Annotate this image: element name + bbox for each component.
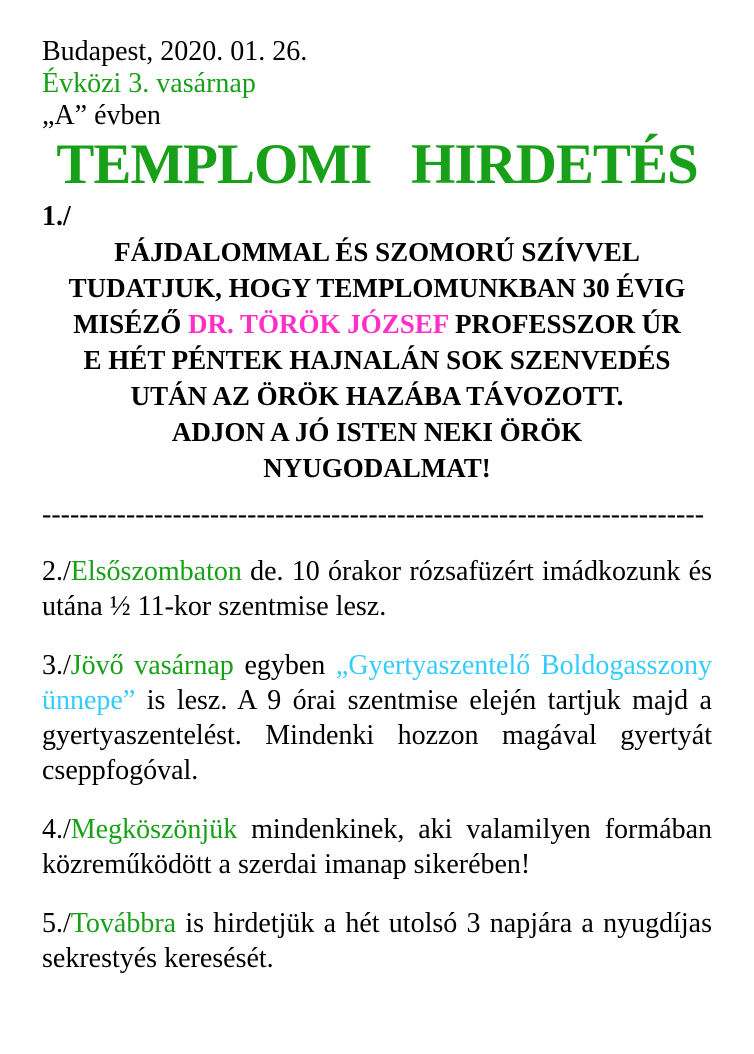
liturgical-day: Évközi 3. vasárnap	[42, 68, 256, 99]
text-segment: egyben	[233, 650, 336, 681]
text-segment: TUDATJUK, HOGY TEMPLOMUNKBAN 30 ÉVIG	[68, 273, 686, 303]
text-line	[42, 683, 712, 718]
announcement-paragraph	[42, 648, 712, 788]
announcement-1-number: 1./	[42, 201, 71, 232]
magenta-text-segment: DR. TÖRÖK JÓZSEF	[187, 309, 449, 339]
text-segment: utána ½ 11-kor szentmise lesz.	[42, 591, 387, 622]
text-line	[42, 378, 712, 414]
year-cycle: „A” évben	[42, 100, 161, 131]
text-segment: gyertyaszentelést. Mindenki hozzon magával gyertyát	[42, 720, 712, 751]
text-segment: FÁJDALOMMAL ÉS SZOMORÚ SZÍVVEL	[114, 237, 640, 267]
green-text-segment: Elsőszombaton	[70, 556, 242, 587]
text-line	[42, 306, 712, 342]
text-segment: UTÁN AZ ÖRÖK HAZÁBA TÁVOZOTT.	[130, 381, 624, 411]
text-segment: 3./	[42, 650, 71, 681]
text-line	[42, 342, 712, 378]
green-text-segment: Jövő vasárnap	[70, 650, 234, 681]
text-line	[42, 648, 712, 683]
announcement-paragraph	[42, 812, 712, 882]
text-line	[42, 941, 712, 976]
cyan-text-segment: ünnepe”	[42, 685, 136, 716]
text-line	[42, 234, 712, 270]
announcements-list	[42, 554, 712, 976]
date-line: Budapest, 2020. 01. 26.	[42, 36, 308, 67]
text-segment: E HÉT PÉNTEK HAJNALÁN SOK SZENVEDÉS	[83, 345, 671, 375]
text-line	[42, 906, 712, 941]
text-segment: MISÉZŐ	[73, 309, 188, 339]
text-segment: sekrestyés keresését.	[42, 943, 274, 974]
text-segment: 5./	[42, 908, 71, 939]
text-line	[42, 812, 712, 847]
text-segment: ADJON A JÓ ISTEN NEKI ÖRÖK	[171, 417, 583, 447]
text-line	[42, 450, 712, 486]
text-segment: mindenkinek, aki valamilyen formában	[237, 814, 712, 845]
text-segment: de. 10 órakor rózsafüzért imádkozunk és	[241, 556, 712, 587]
text-line	[42, 554, 712, 589]
text-segment: közreműködött a szerdai imanap sikerében!	[42, 849, 531, 880]
text-segment: is lesz. A 9 órai szentmise elején tartjuk majd a	[135, 685, 712, 716]
text-segment: 4./	[42, 814, 71, 845]
text-segment: NYUGODALMAT!	[263, 453, 491, 483]
announcement-paragraph	[42, 554, 712, 624]
text-line	[42, 414, 712, 450]
text-segment: is hirdetjük a hét utolsó 3 napjára a nyugdíjas	[176, 908, 712, 939]
cyan-text-segment: „Gyertyaszentelő Boldogasszony	[335, 650, 712, 681]
text-segment: PROFESSZOR ÚR	[448, 309, 681, 339]
green-text-segment: Megköszönjük	[70, 814, 238, 845]
announcement-paragraph	[42, 906, 712, 976]
text-segment: cseppfogóval.	[42, 755, 199, 786]
text-line	[42, 753, 712, 788]
text-segment: 2./	[42, 556, 71, 587]
text-line	[42, 847, 712, 882]
text-line	[42, 718, 712, 753]
green-text-segment: Továbbra	[70, 908, 177, 939]
text-line	[42, 589, 712, 624]
page-title: TEMPLOMI HIRDETÉS	[56, 133, 698, 196]
divider-line: -----------------------------------------------------------------------	[42, 500, 705, 530]
text-line	[42, 270, 712, 306]
memorial-notice	[42, 234, 712, 486]
